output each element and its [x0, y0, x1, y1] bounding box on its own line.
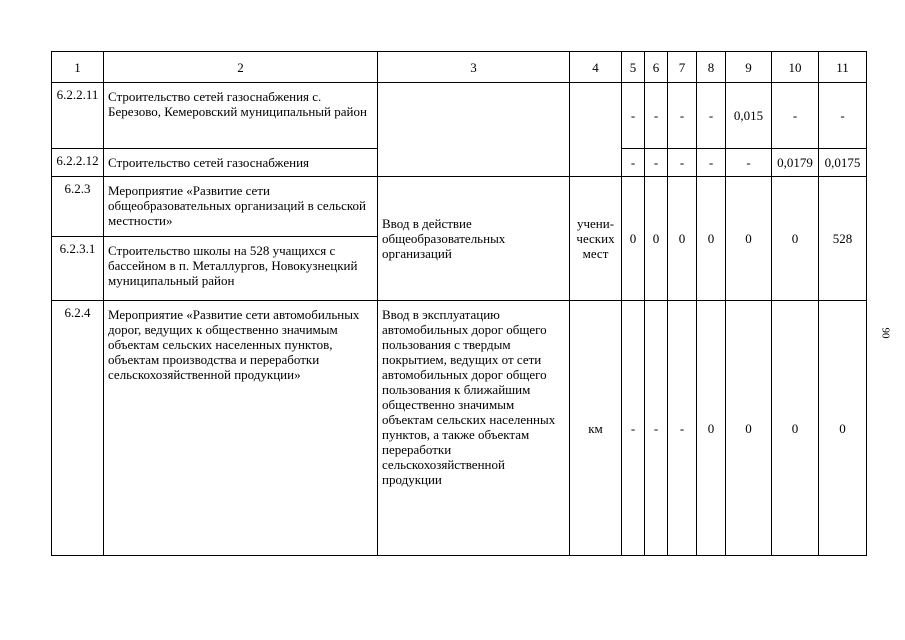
row-name: Строительство сетей газоснабжения	[104, 149, 378, 177]
header-cell: 8	[697, 52, 726, 83]
table-row	[52, 301, 867, 556]
row-code: 6.2.2.11	[52, 83, 104, 149]
unit-cell: км	[570, 301, 622, 556]
value-cell: -	[622, 149, 645, 177]
value-cell: -	[622, 83, 645, 149]
row-code: 6.2.3.1	[52, 237, 104, 301]
program-table	[51, 51, 867, 556]
table-row	[52, 177, 867, 237]
row-name: Строительство школы на 528 учащихся с бассейном в п. Металлургов, Новокузнецкий муниципальный район	[104, 237, 378, 301]
row-name: Строительство сетей газоснабжения с. Березово, Кемеровский муниципальный район	[104, 83, 378, 149]
value-cell: -	[645, 149, 668, 177]
value-cell: -	[645, 301, 668, 556]
value-cell: -	[697, 149, 726, 177]
value-cell: 0	[726, 177, 772, 301]
value-cell: -	[726, 149, 772, 177]
unit-cell: учени-ческих мест	[570, 177, 622, 301]
value-cell: 0	[697, 177, 726, 301]
indicator-cell	[378, 83, 570, 177]
header-cell: 1	[52, 52, 104, 83]
value-cell: 0,015	[726, 83, 772, 149]
value-cell: 0,0179	[772, 149, 819, 177]
value-cell: 0	[645, 177, 668, 301]
value-cell: 0,0175	[819, 149, 867, 177]
value-cell: -	[622, 301, 645, 556]
header-cell: 6	[645, 52, 668, 83]
value-cell: 0	[726, 301, 772, 556]
page-number: 90	[879, 327, 892, 339]
header-cell: 11	[819, 52, 867, 83]
row-code: 6.2.4	[52, 301, 104, 556]
table-row	[52, 83, 867, 149]
value-cell: -	[645, 83, 668, 149]
row-name: Мероприятие «Развитие сети автомобильных дорог, ведущих к общественно значимым объектам сельских населенных пунктов, объектам производства и переработки сельскохозяйственной продукции»	[104, 301, 378, 556]
value-cell: -	[697, 83, 726, 149]
value-cell: 0	[668, 177, 697, 301]
value-cell: 0	[697, 301, 726, 556]
header-cell: 5	[622, 52, 645, 83]
value-cell: 0	[819, 301, 867, 556]
header-cell: 7	[668, 52, 697, 83]
header-cell: 9	[726, 52, 772, 83]
value-cell: -	[668, 83, 697, 149]
indicator-cell: Ввод в действие общеобразовательных организаций	[378, 177, 570, 301]
value-cell: 0	[772, 177, 819, 301]
indicator-cell: Ввод в эксплуатацию автомобильных дорог общего пользования с твердым покрытием, ведущих от сети автомобильных дорог общего пользования к ближайшим общественно значимым объектам сельских населенных пунктов, а также объектам переработки сельскохозяйственной продукции	[378, 301, 570, 556]
value-cell: -	[819, 83, 867, 149]
value-cell: -	[772, 83, 819, 149]
value-cell: 0	[622, 177, 645, 301]
value-cell: -	[668, 301, 697, 556]
header-cell: 2	[104, 52, 378, 83]
header-cell: 4	[570, 52, 622, 83]
value-cell: -	[668, 149, 697, 177]
header-cell: 3	[378, 52, 570, 83]
unit-cell	[570, 83, 622, 177]
header-row	[52, 52, 867, 83]
value-cell: 0	[772, 301, 819, 556]
row-code: 6.2.2.12	[52, 149, 104, 177]
value-cell: 528	[819, 177, 867, 301]
header-cell: 10	[772, 52, 819, 83]
row-name: Мероприятие «Развитие сети общеобразовательных организаций в сельской местности»	[104, 177, 378, 237]
row-code: 6.2.3	[52, 177, 104, 237]
